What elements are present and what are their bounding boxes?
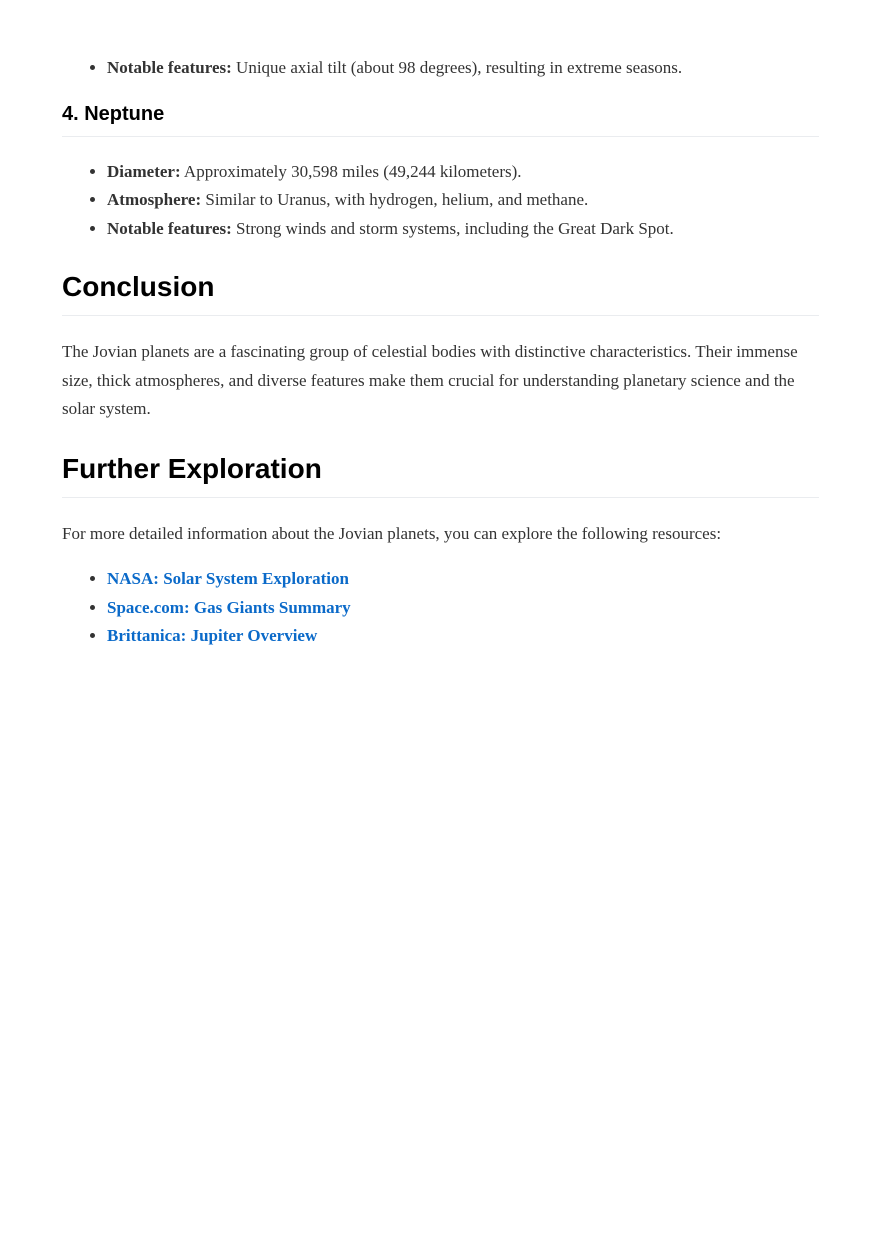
item-label: Notable features: xyxy=(107,58,232,77)
item-text: Strong winds and storm systems, including the Great Dark Spot. xyxy=(231,218,674,238)
resource-links-list xyxy=(62,565,819,651)
item-label: Notable features: xyxy=(107,218,232,238)
document-page xyxy=(62,0,819,651)
item-label: Atmosphere: xyxy=(107,190,202,209)
list-item xyxy=(107,565,819,594)
list-item xyxy=(107,158,819,187)
list-item xyxy=(107,594,819,623)
list-item xyxy=(107,54,819,83)
item-text: Unique axial tilt (about 98 degrees), resulting in extreme seasons. xyxy=(231,58,683,77)
nasa-link[interactable]: NASA: Solar System Exploration xyxy=(107,569,349,588)
neptune-heading: 4. Neptune xyxy=(62,101,819,137)
list-item xyxy=(107,215,819,244)
britannica-link[interactable]: Brittanica: Jupiter Overview xyxy=(107,626,318,645)
item-label: Diameter: xyxy=(107,161,181,181)
further-exploration-intro: For more detailed information about the Jovian planets, you can explore the following resources: xyxy=(62,523,722,543)
item-text: Similar to Uranus, with hydrogen, helium, and methane. xyxy=(201,190,589,209)
conclusion-heading: Conclusion xyxy=(62,270,819,316)
list-item xyxy=(107,186,819,215)
item-text: Approximately 30,598 miles (49,244 kilometers). xyxy=(180,161,522,181)
conclusion-paragraph: The Jovian planets are a fascinating group of celestial bodies with distinctive characteristics. Their immense size, thick atmospheres, and diverse features make them crucial for understanding planetary science and the solar system. xyxy=(62,342,798,418)
space-com-link[interactable]: Space.com: Gas Giants Summary xyxy=(107,597,351,617)
uranus-features-list xyxy=(62,54,819,83)
list-item xyxy=(107,622,819,651)
further-exploration-heading: Further Exploration xyxy=(62,452,819,498)
neptune-features-list xyxy=(62,158,819,244)
